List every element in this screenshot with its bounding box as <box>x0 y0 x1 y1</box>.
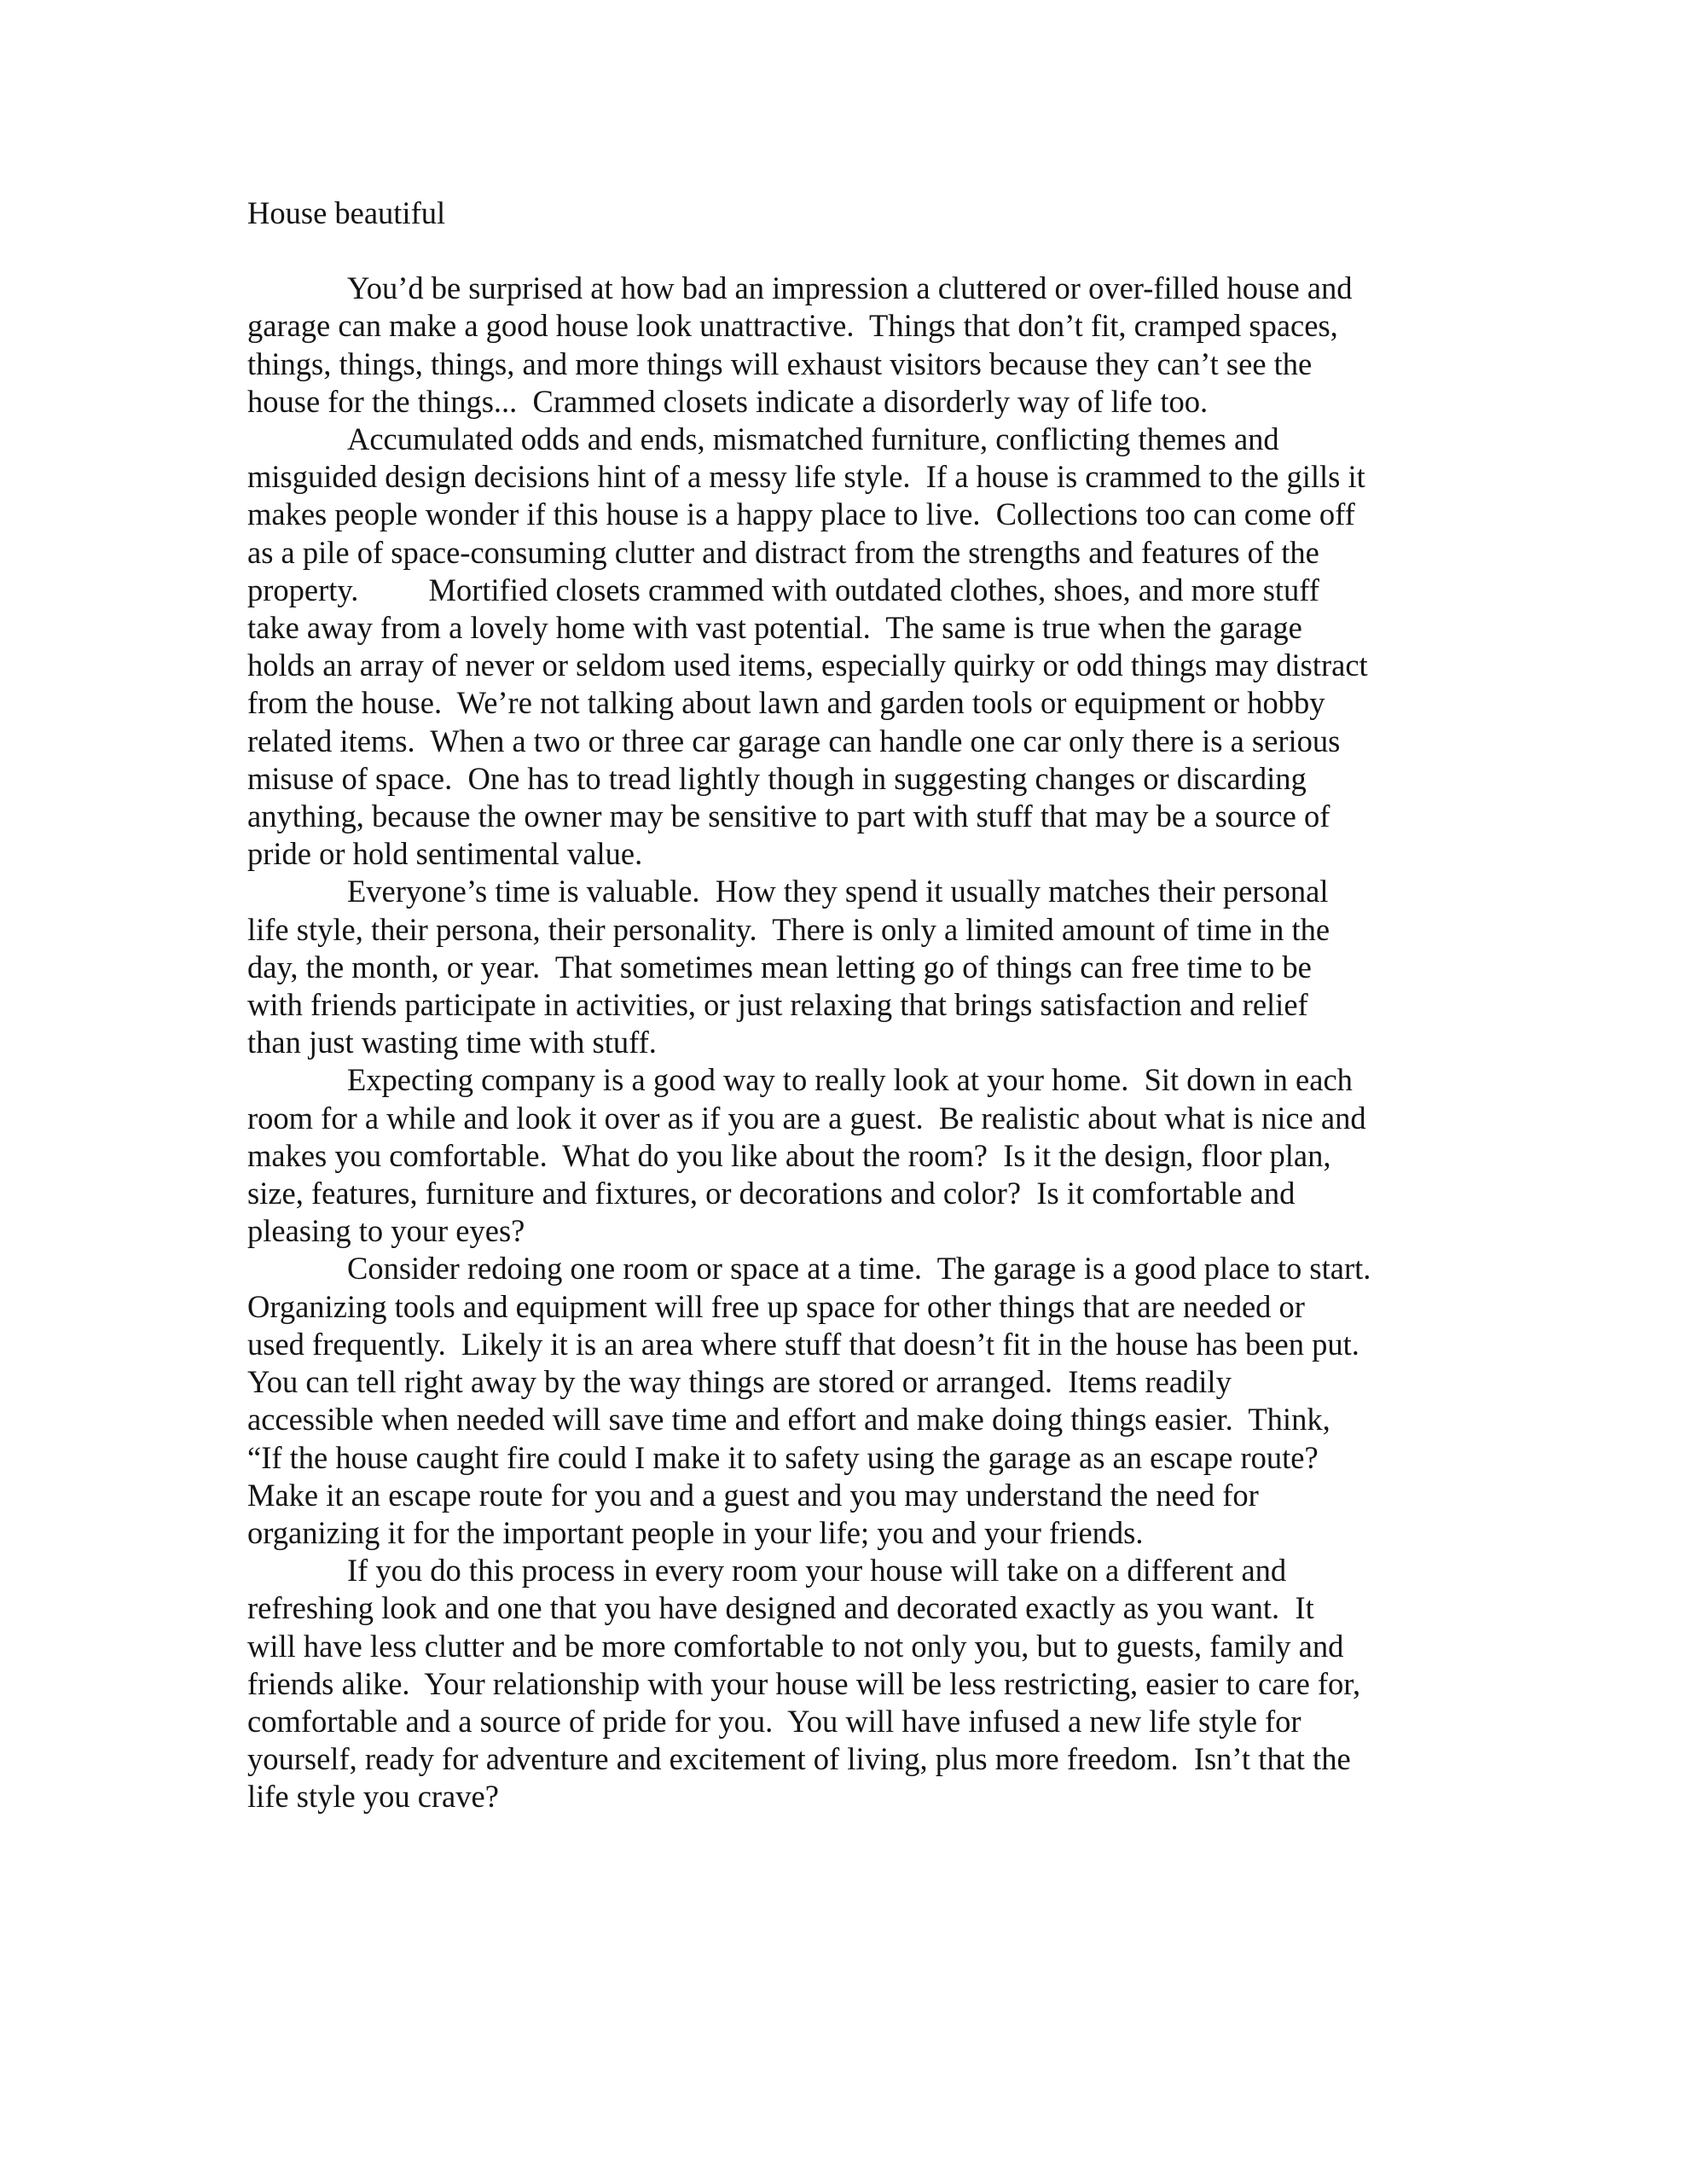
text-line: holds an array of never or seldom used items, especially quirky or odd things may distract <box>247 648 1368 683</box>
text-line: life style, their persona, their personality. There is only a limited amount of time in the <box>247 911 1330 947</box>
text-line: from the house. We’re not talking about lawn and garden tools or equipment or hobby <box>247 685 1325 721</box>
text-line: will have less clutter and be more comfortable to not only you, but to guests, family and <box>247 1628 1344 1664</box>
text-line: garage can make a good house look unattractive. Things that don’t fit, cramped spaces, <box>247 308 1338 344</box>
text-line: as a pile of space-consuming clutter and distract from the strengths and features of the <box>247 534 1319 570</box>
document-title: House beautiful <box>247 195 446 230</box>
text-line: comfortable and a source of pride for you. You will have infused a new life style for <box>247 1703 1301 1739</box>
text-line: If you do this process in every room your house will take on a different and <box>347 1553 1287 1589</box>
text-line: You can tell right away by the way things are stored or arranged. Items readily <box>247 1364 1232 1400</box>
text-line: Expecting company is a good way to really look at your home. Sit down in each <box>347 1062 1353 1098</box>
paragraph <box>247 1552 1475 1815</box>
paragraph <box>247 1250 1475 1552</box>
text-line: makes you comfortable. What do you like about the room? Is it the design, floor plan, <box>247 1137 1331 1173</box>
text-line: accessible when needed will save time and effort and make doing things easier. Think, <box>247 1402 1330 1438</box>
paragraph <box>247 421 1475 873</box>
text-line: used frequently. Likely it is an area where stuff that doesn’t fit in the house has been put. <box>247 1326 1359 1362</box>
text-line: yourself, ready for adventure and excitement of living, plus more freedom. Isn’t that the <box>247 1741 1351 1777</box>
text-line: pleasing to your eyes? <box>247 1213 525 1249</box>
text-line: Make it an escape route for you and a guest and you may understand the need for <box>247 1477 1259 1513</box>
text-line: pride or hold sentimental value. <box>247 836 643 872</box>
text-line: size, features, furniture and fixtures, or decorations and color? Is it comfortable and <box>247 1176 1296 1211</box>
text-line: makes people wonder if this house is a happy place to live. Collections too can come off <box>247 497 1355 532</box>
text-line: day, the month, or year. That sometimes mean letting go of things can free time to be <box>247 949 1312 985</box>
text-line: organizing it for the important people in your life; you and your friends. <box>247 1514 1144 1550</box>
text-line: Organizing tools and equipment will free up space for other things that are needed or <box>247 1288 1305 1324</box>
text-line: house for the things... Crammed closets indicate a disorderly way of life too. <box>247 383 1209 419</box>
text-line: friends alike. Your relationship with your house will be less restricting, easier to care for, <box>247 1665 1361 1701</box>
text-line: anything, because the owner may be sensitive to part with stuff that may be a source of <box>247 799 1330 834</box>
text-line: life style you crave? <box>247 1779 499 1815</box>
document-body <box>247 195 1475 1816</box>
text-line: refreshing look and one that you have designed and decorated exactly as you want. It <box>247 1590 1314 1626</box>
text-line: misguided design decisions hint of a messy life style. If a house is crammed to the gills it <box>247 459 1365 495</box>
text-line: with friends participate in activities, or just relaxing that brings satisfaction and relief <box>247 987 1308 1023</box>
paragraph <box>247 1061 1475 1250</box>
text-line: “If the house caught fire could I make it to safety using the garage as an escape route? <box>247 1439 1319 1475</box>
paragraph <box>247 873 1475 1061</box>
paragraph <box>247 270 1475 421</box>
text-line: things, things, things, and more things will exhaust visitors because they can’t see the <box>247 346 1313 381</box>
text-line: property. Mortified closets crammed with outdated clothes, shoes, and more stuff <box>247 572 1319 607</box>
text-line: take away from a lovely home with vast potential. The same is true when the garage <box>247 610 1302 646</box>
text-line: than just wasting time with stuff. <box>247 1025 657 1060</box>
text-line: Everyone’s time is valuable. How they spend it usually matches their personal <box>347 874 1329 909</box>
text-line: You’d be surprised at how bad an impression a cluttered or over-filled house and <box>347 270 1353 306</box>
text-line: Consider redoing one room or space at a time. The garage is a good place to start. <box>347 1251 1371 1287</box>
text-line: related items. When a two or three car garage can handle one car only there is a serious <box>247 723 1341 758</box>
text-line: room for a while and look it over as if you are a guest. Be realistic about what is nice and <box>247 1100 1366 1136</box>
text-line: misuse of space. One has to tread lightly though in suggesting changes or discarding <box>247 760 1307 796</box>
text-line: Accumulated odds and ends, mismatched furniture, conflicting themes and <box>347 421 1279 457</box>
